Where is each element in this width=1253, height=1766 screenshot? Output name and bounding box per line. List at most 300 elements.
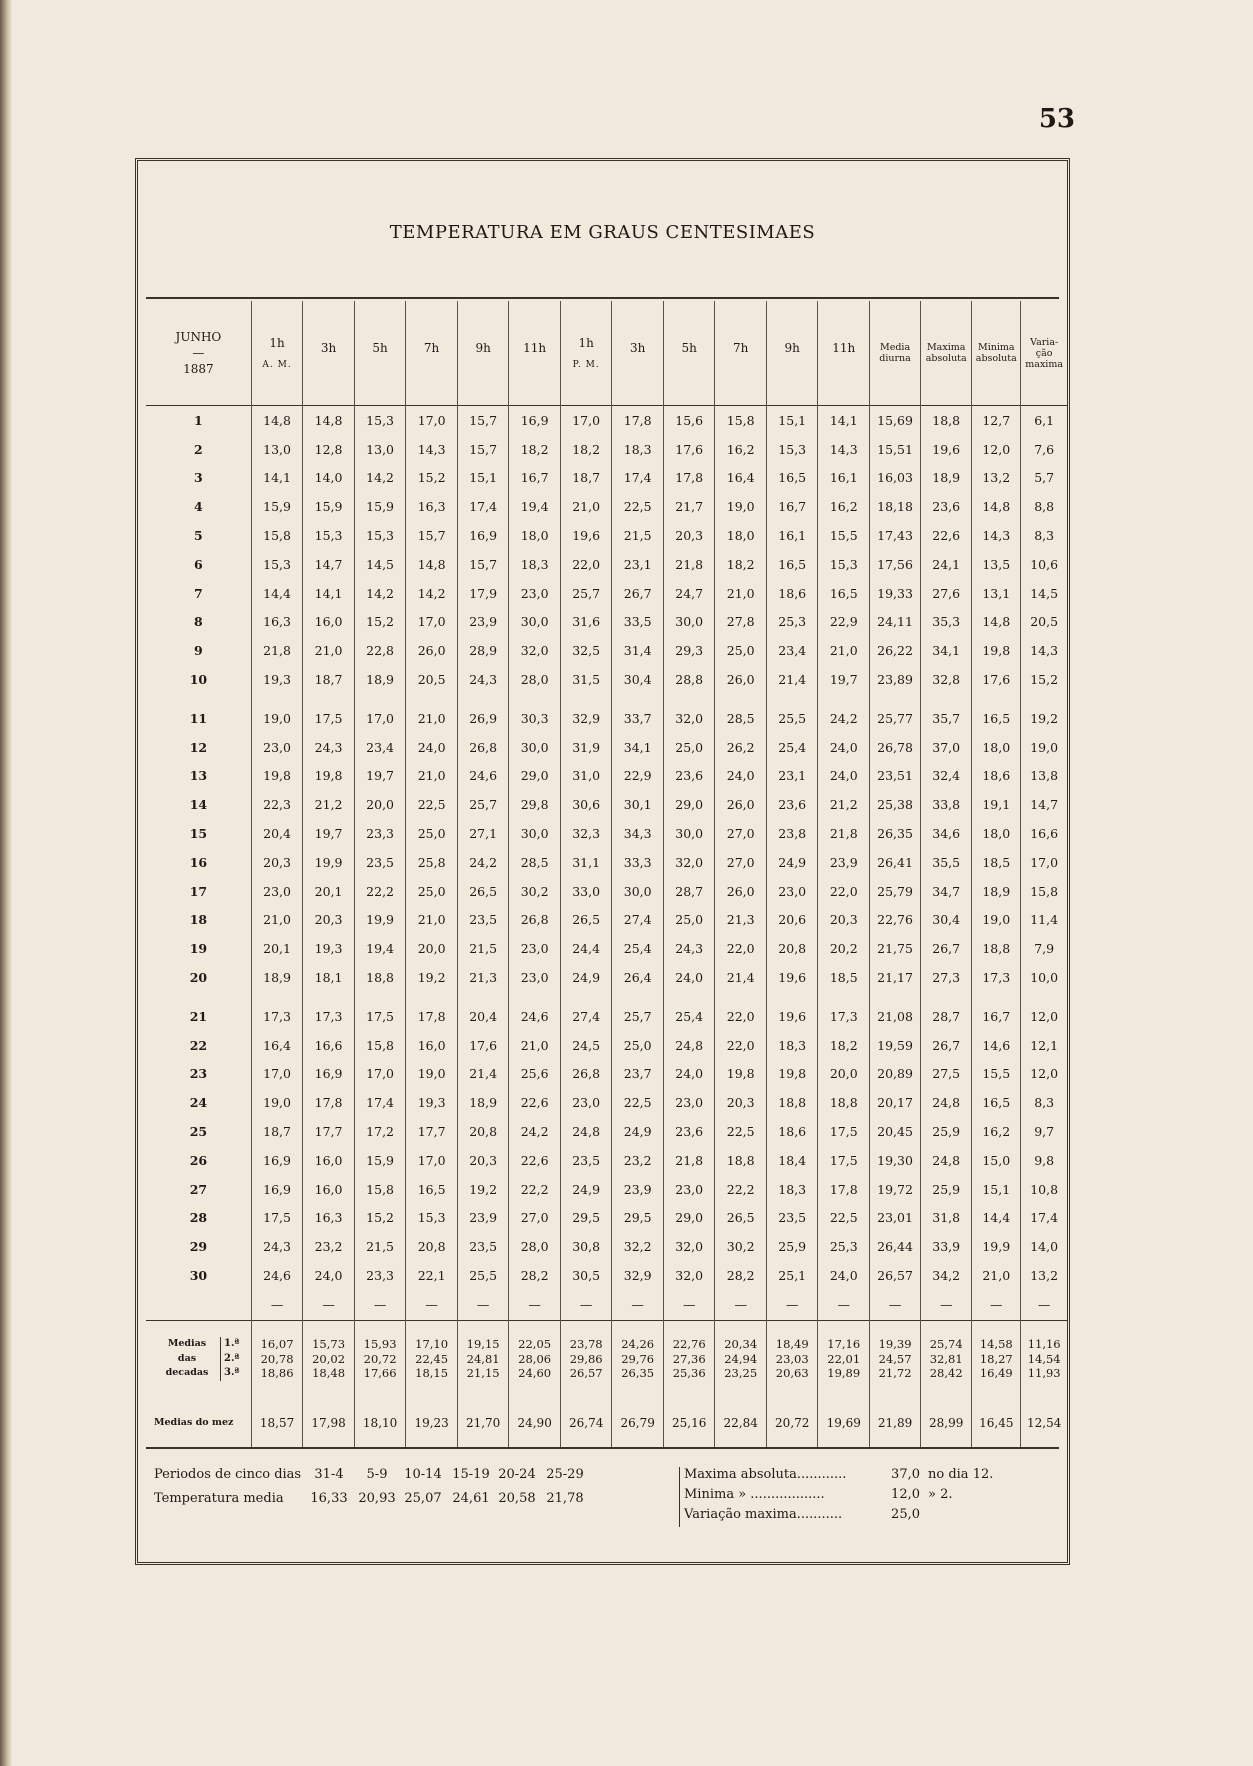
table-cell: 14,7 [1021,790,1067,819]
decade-means-cell [406,1320,458,1397]
table-cell: 15,5 [818,521,870,550]
table-cell: 20,8 [766,934,818,963]
table-row [146,1088,1067,1117]
dash-cell: — [457,1290,509,1321]
table-cell: 17,2 [354,1117,406,1146]
table-cell: 19,6 [560,521,612,550]
table-cell: 21,7 [663,492,715,521]
table-cell: 23,5 [766,1204,818,1233]
table-cell: 26,7 [612,579,664,608]
table-cell: 23,9 [818,848,870,877]
table-cell: 26,44 [870,1232,921,1261]
table-cell: 26,7 [921,934,972,963]
dash-cell: — [560,1290,612,1321]
table-cell: 29,5 [560,1204,612,1233]
table-cell: 22,2 [715,1175,767,1204]
table-cell: 15,8 [354,1031,406,1060]
temperature-label: Temperatura media [154,1491,284,1506]
table-cell: 19,0 [715,492,767,521]
decade-value: 15,93 [363,1337,397,1352]
table-cell: 16,5 [406,1175,458,1204]
spacer-cell [766,992,818,1002]
day-number: 22 [189,1037,208,1053]
table-cell: 21,0 [406,906,458,935]
spacer-cell [921,992,972,1002]
table-cell: 31,6 [560,608,612,637]
table-cell: 28,7 [921,1002,972,1031]
table-cell: 25,1 [766,1261,818,1290]
period-temperature: 25,07 [404,1491,442,1506]
table-cell: 15,9 [354,1146,406,1175]
table-cell: 21,0 [406,762,458,791]
day-number: 11 [189,710,208,726]
table-cell: 19,3 [406,1088,458,1117]
table-row [146,464,1067,493]
table-cell: 26,57 [870,1261,921,1290]
table-cell: 16,5 [766,550,818,579]
table-cell: 28,2 [715,1261,767,1290]
decade-value: 18,15 [415,1366,449,1381]
table-row [146,963,1067,992]
decade-value: 32,81 [929,1351,963,1366]
table-row [146,492,1067,521]
table-cell: 18,8 [766,1088,818,1117]
table-cell: 17,43 [870,521,921,550]
decade-value: 18,86 [260,1366,294,1381]
table-cell: 29,0 [663,790,715,819]
table-cell: 33,9 [921,1232,972,1261]
table-row [146,848,1067,877]
hour-header: 1h P. M. [560,301,612,406]
table-cell: 19,6 [921,435,972,464]
table-cell: 23,0 [509,963,561,992]
table-cell: 22,0 [715,1031,767,1060]
table-cell: 18,3 [509,550,561,579]
table-cell: 13,1 [972,579,1021,608]
day-number: 12 [189,739,208,755]
day-number: 29 [189,1239,208,1255]
table-cell: 32,0 [663,1261,715,1290]
day-number: 4 [194,499,203,515]
hour-header: 9h [766,301,818,406]
dash-cell: — [870,1290,921,1321]
table-cell: 24,4 [560,934,612,963]
title-box [146,167,1059,299]
day-number: 2 [194,441,203,457]
table-cell: 25,5 [766,704,818,733]
table-cell: 26,7 [921,1031,972,1060]
day-number: 15 [189,826,208,842]
table-cell: 19,7 [303,819,355,848]
dash-cell: — [1021,1290,1067,1321]
table-cell: 20,17 [870,1088,921,1117]
table-cell: 14,2 [354,579,406,608]
table-cell: 25,9 [921,1117,972,1146]
table-cell: 19,3 [303,934,355,963]
table-cell: 32,2 [612,1232,664,1261]
hour-header: 11h [818,301,870,406]
table-cell: 10,8 [1021,1175,1067,1204]
table-cell: 17,3 [818,1002,870,1031]
month-means-cell: 12,54 [1021,1397,1067,1449]
month-dash: — [192,346,205,360]
spacer-cell [921,694,972,704]
table-cell: 20,0 [406,934,458,963]
table-cell: 24,6 [251,1261,303,1290]
decade-value: 24,81 [466,1351,500,1366]
table-cell: 17,7 [303,1117,355,1146]
table-cell: 21,08 [870,1002,921,1031]
decade-value: 23,03 [775,1351,809,1366]
table-cell: 16,1 [818,464,870,493]
table-cell: 22,3 [251,790,303,819]
table-cell: 35,3 [921,608,972,637]
table-cell: 20,6 [766,906,818,935]
spacer-row [146,694,1067,704]
decade-value: 25,36 [672,1366,706,1381]
table-cell: 17,7 [406,1117,458,1146]
table-cell: 17,0 [1021,848,1067,877]
table-row [146,906,1067,935]
table-cell: 19,8 [972,636,1021,665]
decade-value: 22,01 [827,1351,861,1366]
table-cell: 20,0 [354,790,406,819]
table-cell: 19,8 [715,1060,767,1089]
day-number: 14 [189,797,208,813]
table-cell: 23,7 [612,1060,664,1089]
month-means-cell: 25,16 [663,1397,715,1449]
table-cell: 23,2 [612,1146,664,1175]
table-row [146,1117,1067,1146]
table-cell: 16,1 [766,521,818,550]
table-cell: 8,8 [1021,492,1067,521]
table-cell: 25,3 [818,1232,870,1261]
table-cell: 15,3 [406,1204,458,1233]
table-cell: 17,0 [406,1146,458,1175]
decade-value: 22,05 [518,1337,552,1352]
table-cell: 24,3 [457,665,509,694]
table-cell: 5,7 [1021,464,1067,493]
dash-cell: — [663,1290,715,1321]
dash-cell: — [303,1290,355,1321]
table-cell: 26,35 [870,819,921,848]
month-label: JUNHO [175,330,222,344]
dash-cell: — [766,1290,818,1321]
table-cell: 14,7 [303,550,355,579]
table-cell: 6,1 [1021,406,1067,435]
table-cell: 27,4 [560,1002,612,1031]
table-cell: 18,0 [972,733,1021,762]
table-cell: 18,8 [715,1146,767,1175]
table-cell: 14,8 [406,550,458,579]
table-cell: 22,1 [406,1261,458,1290]
table-cell: 15,2 [406,464,458,493]
stat-line: Minima » .................. 12,0 » 2. [684,1487,953,1502]
table-cell: 33,3 [612,848,664,877]
decade-value: 22,45 [415,1351,449,1366]
table-cell: 15,7 [457,406,509,435]
table-cell: 24,6 [509,1002,561,1031]
table-cell: 17,0 [251,1060,303,1089]
table-cell: 18,9 [251,963,303,992]
decade-means-cell [303,1320,355,1397]
table-cell: 19,0 [251,1088,303,1117]
table-cell: 30,2 [715,1232,767,1261]
table-cell: 15,3 [354,406,406,435]
table-cell: 22,0 [715,934,767,963]
decade-means-cell [715,1320,767,1397]
stat-line: Variação maxima........... 25,0 [684,1507,920,1522]
table-cell: 15,9 [354,492,406,521]
day-number: 9 [194,643,203,659]
table-cell: 16,2 [715,435,767,464]
table-cell: 24,9 [766,848,818,877]
decade-means-label [146,1320,251,1397]
table-cell: 15,1 [766,406,818,435]
table-cell: 15,8 [715,406,767,435]
spacer-cell [406,694,458,704]
table-cell: 31,8 [921,1204,972,1233]
table-cell: 23,51 [870,762,921,791]
table-cell: 25,5 [457,1261,509,1290]
spacer-cell [818,694,870,704]
table-cell: 19,4 [354,934,406,963]
table-cell: 15,2 [354,608,406,637]
table-cell: 23,6 [663,1117,715,1146]
table-cell: 26,22 [870,636,921,665]
table-cell: 26,0 [715,877,767,906]
table-cell: 20,4 [457,1002,509,1031]
table-cell: 19,1 [972,790,1021,819]
dash-cell: — [251,1290,303,1321]
table-cell: 21,75 [870,934,921,963]
table-cell: 20,4 [251,819,303,848]
hour-header: 7h [406,301,458,406]
table-cell: 30,0 [509,733,561,762]
maxima-absoluta-header: Maxima absoluta [921,301,972,406]
decade-value: 26,57 [569,1366,603,1381]
table-cell: 17,5 [818,1146,870,1175]
table-cell: 23,0 [509,579,561,608]
spacer-cell [509,992,561,1002]
table-cell: 21,0 [303,636,355,665]
table-cell: 25,0 [715,636,767,665]
month-header [146,301,251,406]
decade-value: 29,76 [621,1351,655,1366]
table-cell: 31,9 [560,733,612,762]
spacer-cell [612,992,664,1002]
table-cell: 30,2 [509,877,561,906]
table-cell: 20,8 [457,1117,509,1146]
table-cell: 26,8 [457,733,509,762]
decade-value: 17,16 [827,1337,861,1352]
table-cell: 22,5 [612,1088,664,1117]
table-cell: 23,8 [766,819,818,848]
spacer-cell [457,992,509,1002]
table-cell: 27,3 [921,963,972,992]
decade-value: 20,02 [312,1351,346,1366]
table-cell: 16,2 [818,492,870,521]
spacer-cell [766,694,818,704]
decade-value: 18,49 [775,1337,809,1352]
table-cell: 15,3 [251,550,303,579]
table-cell: 17,8 [612,406,664,435]
minima-absoluta-header: Minima absoluta [972,301,1021,406]
table-cell: 24,5 [560,1031,612,1060]
hour-header: 3h [612,301,664,406]
period-label: 20-24 [498,1467,536,1482]
table-cell: 26,8 [560,1060,612,1089]
table-cell: 24,2 [457,848,509,877]
table-row [146,550,1067,579]
table-cell: 31,4 [612,636,664,665]
table-cell: 14,2 [354,464,406,493]
table-cell: 22,2 [509,1175,561,1204]
decade-means-cell [972,1320,1021,1397]
spacer-cell [715,694,767,704]
table-cell: 24,0 [715,762,767,791]
table-cell: 18,2 [818,1031,870,1060]
period-label: 5-9 [366,1467,388,1482]
table-cell: 28,5 [509,848,561,877]
table-cell: 30,1 [612,790,664,819]
decade-value: 16,49 [979,1366,1013,1381]
table-cell: 17,3 [303,1002,355,1031]
table-cell: 16,0 [303,1146,355,1175]
spacer-cell [560,992,612,1002]
table-cell: 16,0 [406,1031,458,1060]
table-cell: 9,8 [1021,1146,1067,1175]
page-number: 53 [1038,104,1075,134]
table-row [146,819,1067,848]
table-cell: 20,2 [818,934,870,963]
table-cell: 15,51 [870,435,921,464]
table-cell: 14,1 [818,406,870,435]
table-cell: 29,3 [663,636,715,665]
table-cell: 25,7 [612,1002,664,1031]
table-cell: 26,0 [406,636,458,665]
table-cell: 30,0 [509,608,561,637]
table-row [146,934,1067,963]
table-cell: 27,0 [715,819,767,848]
table-cell: 31,0 [560,762,612,791]
day-number: 23 [189,1066,208,1082]
table-cell: 15,7 [457,435,509,464]
absolute-stats [679,1467,1034,1527]
table-cell: 26,78 [870,733,921,762]
table-cell: 23,4 [354,733,406,762]
table-cell: 19,0 [406,1060,458,1089]
dash-cell: — [612,1290,664,1321]
decade-label-word: Medias [167,1338,207,1350]
table-cell: 18,6 [972,762,1021,791]
table-cell: 24,0 [406,733,458,762]
table-cell: 19,6 [766,963,818,992]
year-label: 1887 [183,362,214,376]
table-cell: 21,5 [612,521,664,550]
table-cell: 19,72 [870,1175,921,1204]
table-cell: 12,0 [1021,1002,1067,1031]
table-cell: 16,9 [251,1146,303,1175]
table-row [146,665,1067,694]
table-cell: 14,2 [406,579,458,608]
table-cell: 27,1 [457,819,509,848]
table-cell: 13,8 [1021,762,1067,791]
table-cell: 14,5 [354,550,406,579]
decade-value: 19,89 [827,1366,861,1381]
table-cell: 10,6 [1021,550,1067,579]
table-cell: 28,8 [663,665,715,694]
decade-value: 11,16 [1027,1337,1061,1352]
table-cell: 30,0 [663,608,715,637]
hour-header: 7h [715,301,767,406]
table-cell: 28,0 [509,665,561,694]
table-cell: 32,0 [663,704,715,733]
table-cell: 18,4 [766,1146,818,1175]
decade-value: 22,76 [672,1337,706,1352]
month-means-cell: 18,10 [354,1397,406,1449]
table-row [146,733,1067,762]
day-number: 8 [194,614,203,630]
table-cell: 13,2 [1021,1261,1067,1290]
table-cell: 26,8 [509,906,561,935]
table-cell: 16,4 [715,464,767,493]
table-cell: 13,0 [354,435,406,464]
table-cell: 23,4 [766,636,818,665]
table-cell: 28,5 [715,704,767,733]
decade-means-cell [509,1320,561,1397]
day-number: 20 [189,970,208,986]
table-cell: 16,5 [818,579,870,608]
table-cell: 17,0 [406,406,458,435]
table-cell: 25,79 [870,877,921,906]
month-means-cell: 19,69 [818,1397,870,1449]
table-cell: 32,3 [560,819,612,848]
month-means-cell: 17,98 [303,1397,355,1449]
table-row [146,704,1067,733]
table-cell: 24,2 [509,1117,561,1146]
table-cell: 9,7 [1021,1117,1067,1146]
table-cell: 24,0 [818,733,870,762]
table-cell: 27,0 [509,1204,561,1233]
table-row [146,579,1067,608]
table-cell: 27,0 [715,848,767,877]
table-cell: 17,6 [663,435,715,464]
hour-header: 5h [354,301,406,406]
table-cell: 20,45 [870,1117,921,1146]
spacer-cell [972,694,1021,704]
decade-value: 18,27 [979,1351,1013,1366]
table-cell: 14,0 [303,464,355,493]
table-cell: 24,8 [921,1088,972,1117]
table-cell: 33,7 [612,704,664,733]
decade-value: 19,15 [466,1337,500,1352]
summary-section [146,1447,1059,1553]
decade-ordinal: 3.ª [224,1367,240,1379]
spacer-cell [560,694,612,704]
table-cell: 16,6 [1021,819,1067,848]
table-cell: 23,0 [766,877,818,906]
month-means-cell: 24,90 [509,1397,561,1449]
decade-label-word: decadas [165,1367,209,1379]
table-cell: 24,0 [663,1060,715,1089]
month-means-cell: 22,84 [715,1397,767,1449]
table-cell: 24,1 [921,550,972,579]
table-cell: 33,5 [612,608,664,637]
hour-header: 3h [303,301,355,406]
table-cell: 34,7 [921,877,972,906]
table-cell: 21,2 [303,790,355,819]
